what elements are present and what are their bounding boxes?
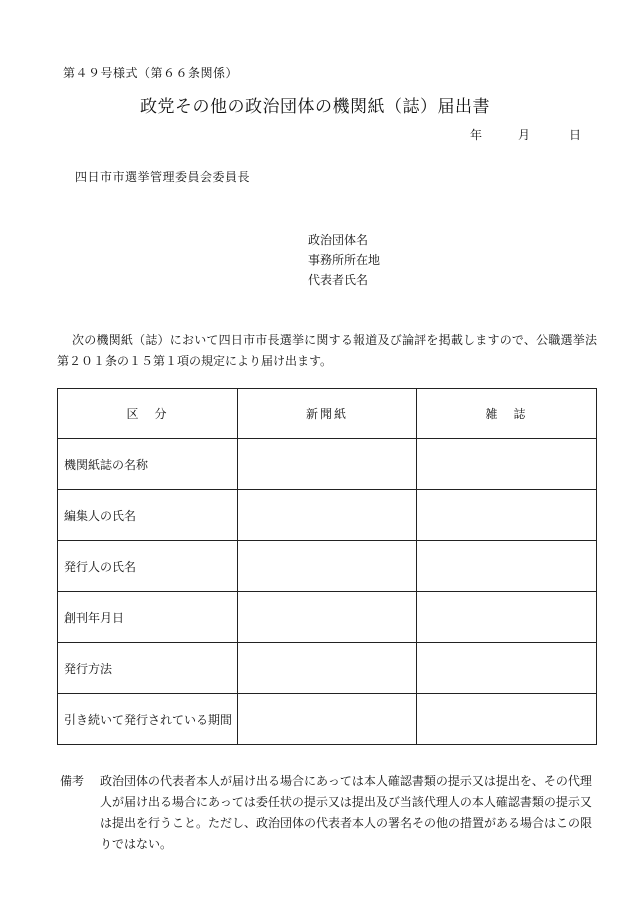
declaration-text: 次の機関紙（誌）において四日市市長選挙に関する報道及び論評を掲載しますので、公職選挙法第２０１条の１５第１項の規定により届け出ます。 xyxy=(57,333,597,368)
magazine-publication-method-cell[interactable] xyxy=(417,643,597,694)
table-row xyxy=(58,643,597,694)
newspaper-publisher-name-cell[interactable] xyxy=(238,541,417,592)
newspaper-first-issue-date-cell[interactable] xyxy=(238,592,417,643)
date-year-label: 年 xyxy=(470,128,483,142)
row-label-publication-method: 発行方法 xyxy=(58,643,238,694)
header-newspaper: 新聞紙 xyxy=(238,389,417,439)
representative-name-label: 代表者氏名 xyxy=(308,273,369,287)
office-address-label: 事務所所在地 xyxy=(308,253,381,267)
date-month-label: 月 xyxy=(518,128,531,142)
magazine-first-issue-date-cell[interactable] xyxy=(417,592,597,643)
table-row xyxy=(58,541,597,592)
table-row xyxy=(58,439,597,490)
remarks-body xyxy=(100,771,596,855)
table-row xyxy=(58,694,597,745)
row-label-publisher-name: 発行人の氏名 xyxy=(58,541,238,592)
row-label-continuous-period: 引き続いて発行されている期間 xyxy=(58,694,238,745)
remarks xyxy=(60,771,596,855)
magazine-publication-name-cell[interactable] xyxy=(417,439,597,490)
row-label-editor-name: 編集人の氏名 xyxy=(58,490,238,541)
remarks-label: 備考 xyxy=(60,774,85,788)
newspaper-publication-method-cell[interactable] xyxy=(238,643,417,694)
row-label-first-issue-date: 創刊年月日 xyxy=(58,592,238,643)
magazine-editor-name-cell[interactable] xyxy=(417,490,597,541)
newspaper-publication-name-cell[interactable] xyxy=(238,439,417,490)
addressee: 四日市市選挙管理委員会委員長 xyxy=(75,170,251,184)
registration-table xyxy=(57,388,597,745)
table-row xyxy=(58,592,597,643)
org-name-label: 政治団体名 xyxy=(308,233,369,247)
row-label-publication-name: 機関紙誌の名称 xyxy=(58,439,238,490)
remarks-text: 政治団体の代表者本人が届け出る場合にあっては本人確認書類の提示又は提出を、その代理人が届け出る場合にあっては委任状の提示又は提出及び当該代理人の本人確認書類の提示又は提出を行うこと。ただし、政治団体の代表者本人の署名その他の措置がある場合はこの限りではない。 xyxy=(100,774,593,851)
date-day-label: 日 xyxy=(569,128,582,142)
magazine-publisher-name-cell[interactable] xyxy=(417,541,597,592)
document-title: 政党その他の政治団体の機関紙（誌）届出書 xyxy=(140,97,490,117)
magazine-continuous-period-cell[interactable] xyxy=(417,694,597,745)
newspaper-editor-name-cell[interactable] xyxy=(238,490,417,541)
table-row xyxy=(58,490,597,541)
declaration xyxy=(57,330,597,372)
applicant-block xyxy=(308,230,380,290)
form-number: 第４９号様式（第６６条関係） xyxy=(63,66,239,80)
table-header-row xyxy=(58,389,597,439)
newspaper-continuous-period-cell[interactable] xyxy=(238,694,417,745)
header-category: 区 分 xyxy=(58,389,238,439)
header-magazine: 雑 誌 xyxy=(417,389,597,439)
